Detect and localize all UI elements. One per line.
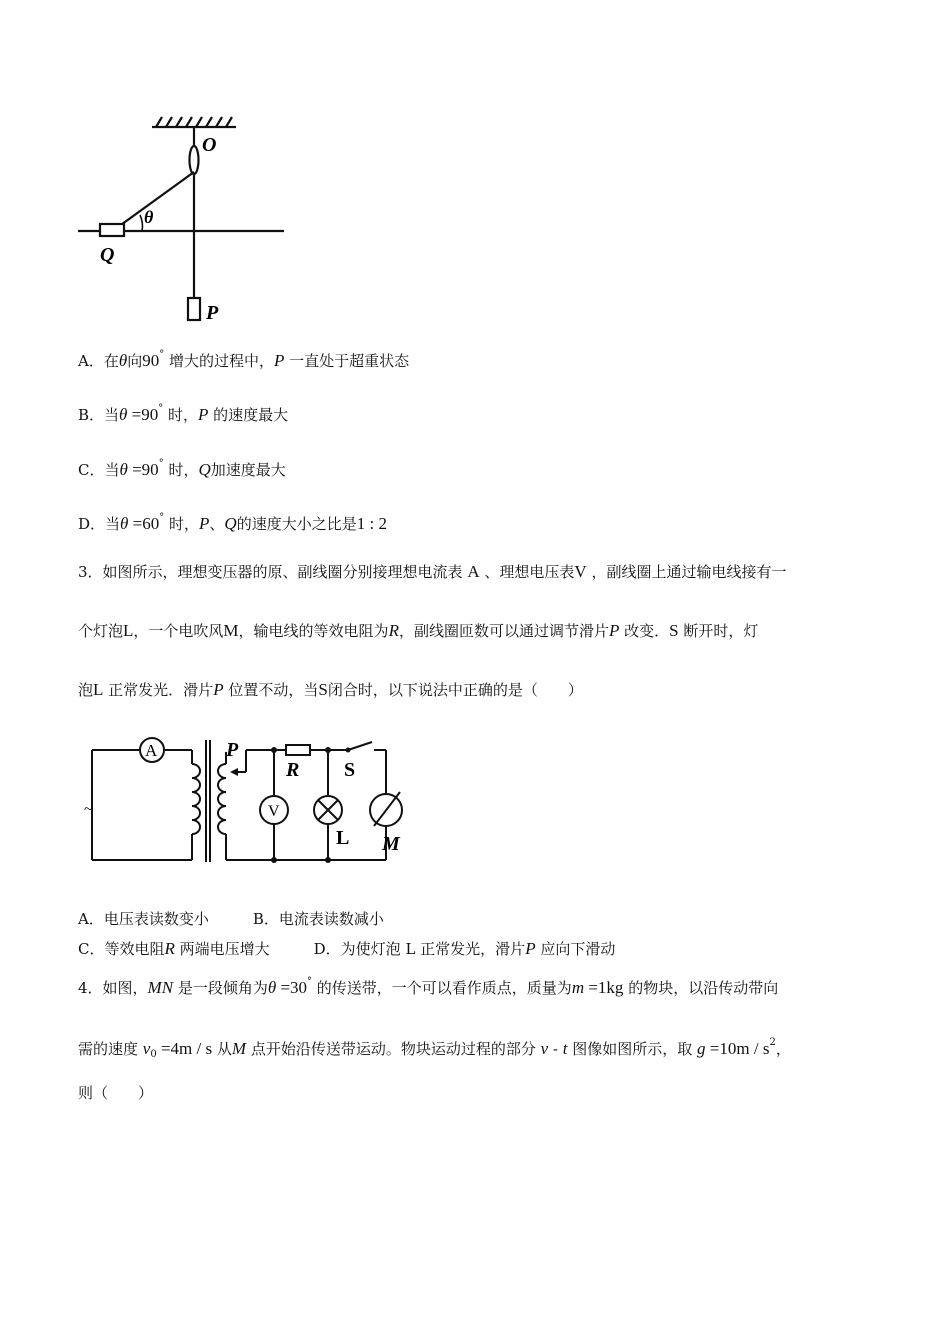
ammeter-label: A xyxy=(145,741,158,760)
q2-option-b: B．当θ =90° 时，P 的速度最大 xyxy=(78,403,289,424)
lamp-label-L: L xyxy=(336,827,350,849)
switch-label-S: S xyxy=(344,759,356,781)
q3-options-ab xyxy=(78,908,384,930)
label-theta: θ xyxy=(144,207,154,227)
resistor-label-R: R xyxy=(286,759,300,781)
q3-option-d: D．为使灯泡 L 正常发光，滑片P 应向下滑动 xyxy=(313,939,616,958)
q3-option-c: C．等效电阻R 两端电压增大 xyxy=(78,939,270,958)
figure-rope-pulley xyxy=(70,105,300,330)
q4-stem-line-2: 需的速度 $v_0 =4m / s$ 从M 点开始沿传送带运动。物块运动过程的部分 v - t 图像如图所示，取 $g =10m / s^2$， xyxy=(78,1037,791,1060)
q2-option-c: C．当θ =90° 时，Q加速度最大 xyxy=(78,458,286,479)
label-P: P xyxy=(206,302,219,324)
q2-option-a: A．在θ向90° 增大的过程中，P 一直处于超重状态 xyxy=(78,349,410,370)
q4-stem-line-1: 4．如图，MN 是一段倾角为θ =30° 的传送带，一个可以看作质点，质量为m =1kg 的物块，以沿传动带向 xyxy=(78,976,779,997)
q3-option-a: A．电压表读数变小 xyxy=(78,910,209,928)
slider-label-P: P xyxy=(226,739,239,761)
figure-transformer-circuit xyxy=(80,730,430,870)
q4-stem-line-3: 则（ ） xyxy=(78,1084,154,1102)
motor-label-M: M xyxy=(382,833,400,855)
ac-source-symbol: ~ xyxy=(84,801,93,818)
q3-stem-line-1: 3．如图所示，理想变压器的原、副线圈分别接理想电流表 A 、理想电压表V ，副线圈上通过输电线接有一 xyxy=(78,562,787,581)
voltmeter-label: V xyxy=(268,803,280,820)
q3-stem-line-3: 泡L 正常发光．滑片P 位置不动，当S闭合时，以下说法中正确的是（ ） xyxy=(78,680,583,699)
q2-option-d: D．当θ =60° 时，P、Q的速度大小之比是1 : 2 xyxy=(78,512,387,533)
label-Q: Q xyxy=(100,244,115,266)
label-O: O xyxy=(202,134,217,156)
q3-option-b: B．电流表读数减小 xyxy=(252,910,384,928)
q3-stem-line-2: 个灯泡L，一个电吹风M，输电线的等效电阻为R，副线圈匝数可以通过调节滑片P 改变．S 断开时，灯 xyxy=(78,621,759,640)
q3-options-cd xyxy=(78,938,615,960)
